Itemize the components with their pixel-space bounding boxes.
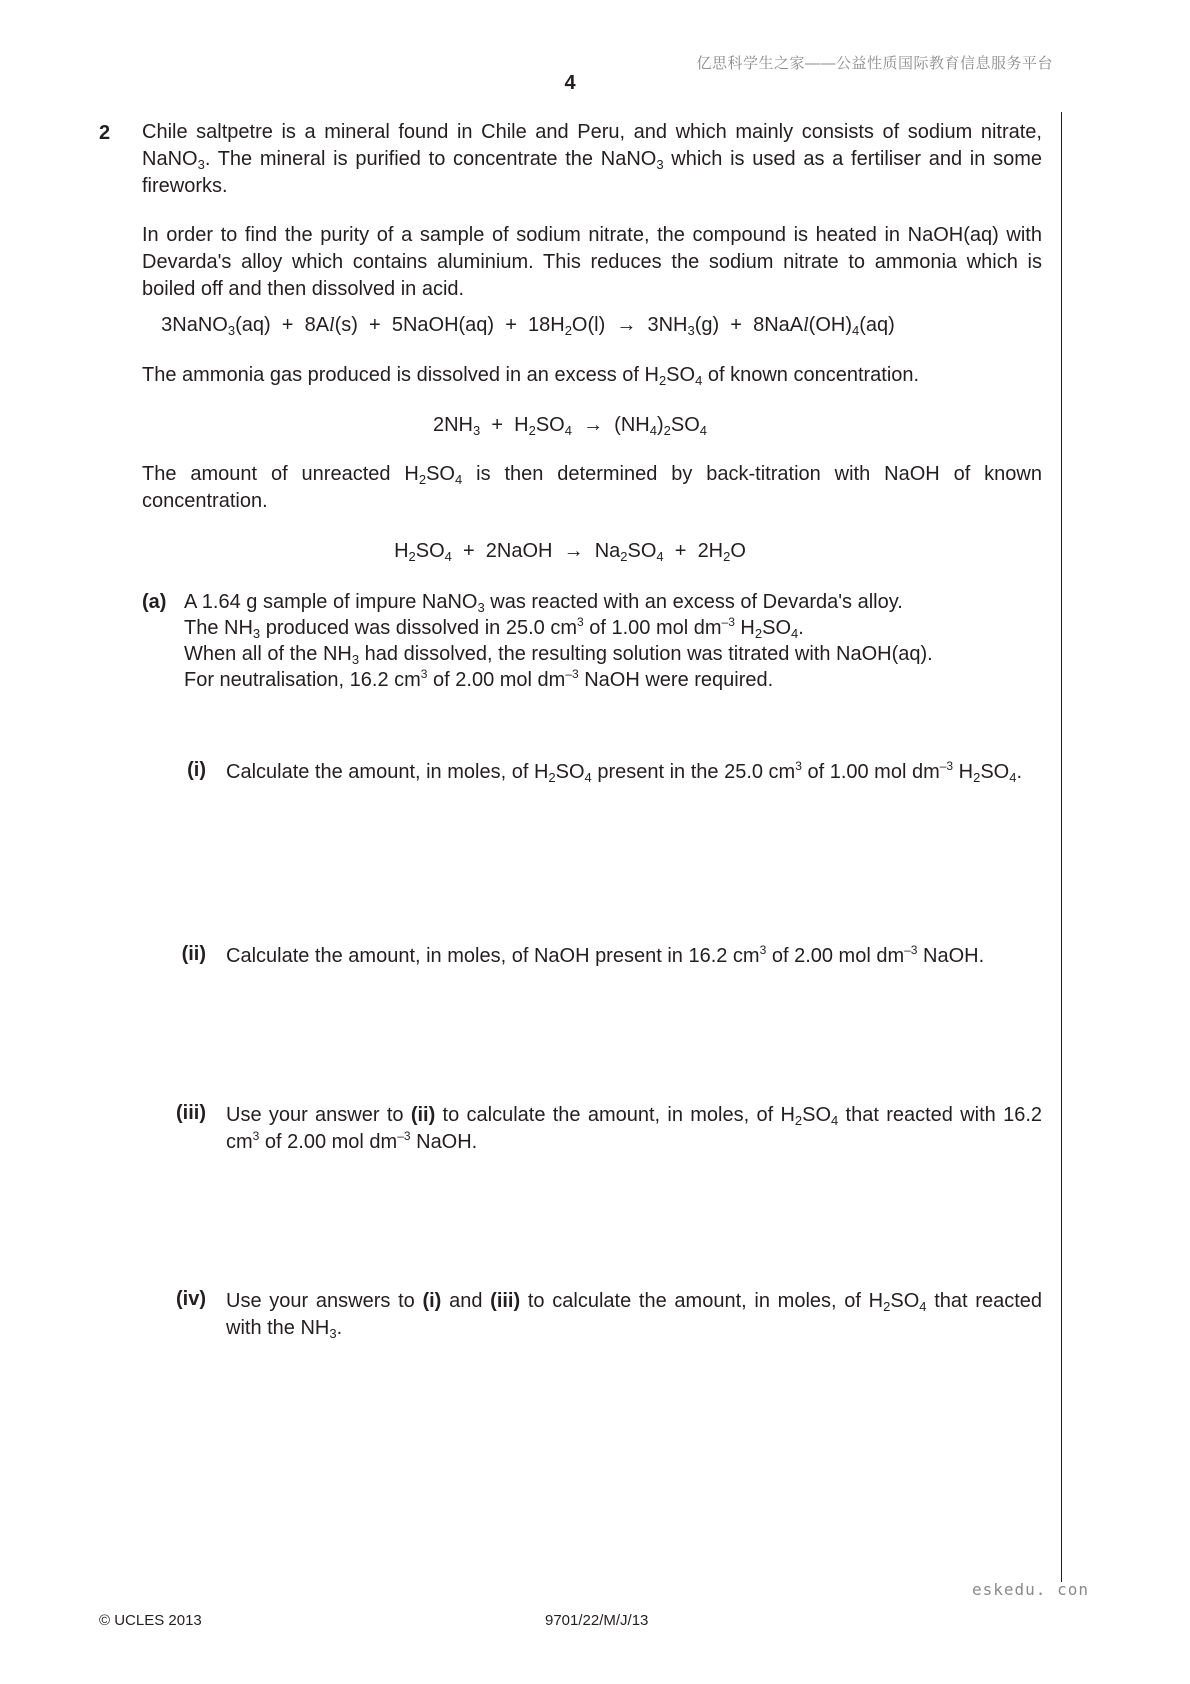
footer-copyright: © UCLES 2013 [99, 1612, 202, 1629]
footer-paper-code: 9701/22/M/J/13 [545, 1612, 649, 1629]
watermark-text: 亿思科学生之家——公益性质国际教育信息服务平台 [696, 55, 1053, 72]
subpart-ii-text: Calculate the amount, in moles, of NaOH present in 16.2 $cm^3$ of 2.00 mol $dm^{-3}$ NaOH. [226, 943, 985, 967]
subpart-iii-label: (iii) [176, 1102, 206, 1124]
question-intro: Chile saltpetre is a mineral found in Chile and Peru, and which mainly consists of sodium nitrate, NaNO$_3$. The mineral is purified to concentrate the NaNO$_3$ which is used as a fertiliser and in some fireworks. [142, 121, 1042, 197]
subpart-ii-label: (ii) [181, 943, 206, 965]
equation-1: 3NaNO$_3$(aq) + 8Al(s) + 5NaOH(aq) + $18H_2O(l) \to 3NH_3(g)$ + $8NaAl(OH)_4(aq)$ [161, 314, 895, 338]
part-a-label: (a) [142, 591, 167, 613]
page-number: 4 [564, 72, 576, 94]
part-a-line-2: The $NH_3$ produced was dissolved in 25.0 $cm^3$ of 1.00 mol $dm^{-3}$ $H_2SO_4$. [184, 615, 804, 641]
part-a-line-4: For neutralisation, 16.2 $cm^3$ of 2.00 mol $dm^{-3}$ NaOH were required. [184, 667, 774, 691]
text-back-titration: The amount of unreacted $H_2SO_4$ is then determined by back-titration with NaOH of known concentration. [142, 463, 1042, 512]
equation-2: $2NH_3 + H_2SO_4 \to (NH_4)_2SO_4$ [432, 414, 708, 438]
site-watermark: eskedu. con [972, 1580, 1089, 1599]
question-number: 2 [99, 122, 111, 144]
subpart-iii-text: Use your answer to (ii) to calculate the amount, in moles, of $H_2SO_4$ that reacted with 16.2 $cm^3$ of 2.00 mol $dm^{-3}$ NaOH. [226, 1104, 1043, 1153]
subpart-i-label: (i) [187, 759, 206, 781]
equation-3: $H_2SO_4$ + 2NaOH → $Na_2SO_4 + 2H_2O$ [394, 540, 746, 564]
subpart-i-text: Calculate the amount, in moles, of $H_2SO_4$ present in the 25.0 $cm^3$ of 1.00 mol $dm^{-3}$ $H_2SO_4$. [226, 759, 1023, 785]
text-ammonia: The ammonia gas produced is dissolved in an excess of $H_2SO_4$ of known concentration. [142, 364, 920, 388]
question-method: In order to find the purity of a sample of sodium nitrate, the compound is heated in NaOH(aq) with Devarda's alloy which contains aluminium. This reduces the sodium nitrate to ammonia which is boiled off and then dissolved in acid. [142, 224, 1042, 300]
part-a-line-1: A 1.64 g sample of impure NaNO$_3$ was reacted with an excess of Devarda's alloy. [184, 591, 903, 615]
subpart-iv-text: Use your answers to (i) and (iii) to calculate the amount, in moles, of $H_2SO_4$ that reacted with the $NH_3$. [226, 1290, 1042, 1341]
subpart-iv-label: (iv) [176, 1288, 206, 1310]
part-a-text [184, 589, 1044, 693]
part-a-line-3: When all of the $NH_3$ had dissolved, the resulting solution was titrated with NaOH(aq). [184, 643, 933, 667]
